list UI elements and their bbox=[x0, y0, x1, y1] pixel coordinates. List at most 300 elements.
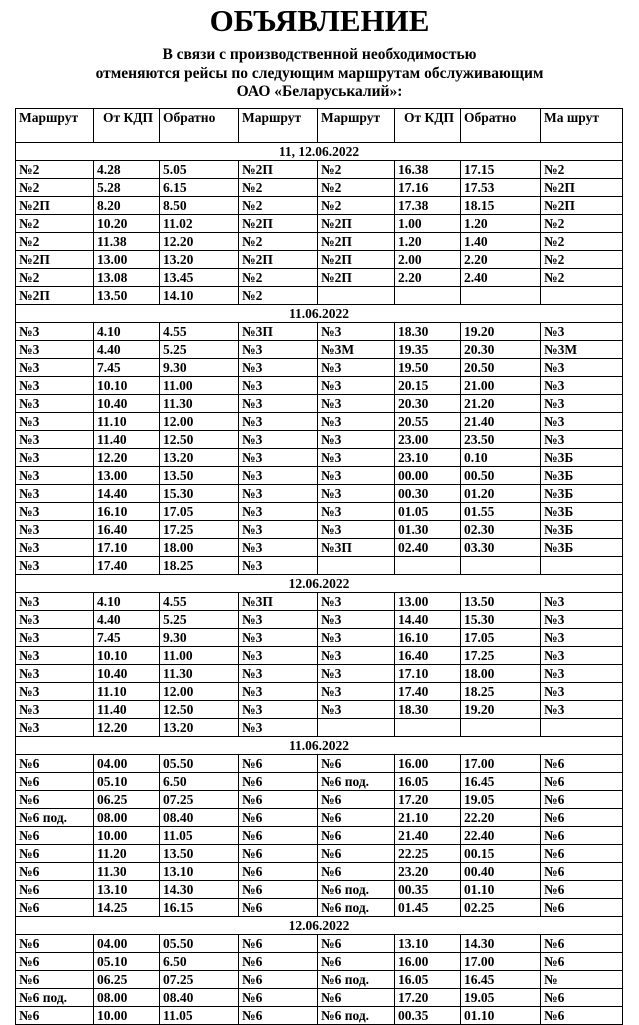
table-cell: №3Б bbox=[541, 503, 623, 521]
date-row bbox=[16, 143, 623, 161]
table-cell: 21.40 bbox=[395, 827, 461, 845]
table-cell: 01.10 bbox=[461, 881, 541, 899]
table-cell: 1.00 bbox=[395, 215, 461, 233]
table-cell: №6 bbox=[541, 881, 623, 899]
table-row bbox=[16, 593, 623, 611]
table-cell: №2П bbox=[318, 251, 395, 269]
table-cell: №3 bbox=[318, 323, 395, 341]
table-cell: №3 bbox=[239, 665, 318, 683]
table-cell: №2 bbox=[16, 233, 94, 251]
table-cell: 12.00 bbox=[160, 683, 239, 701]
table-cell: 20.30 bbox=[461, 341, 541, 359]
table-row bbox=[16, 953, 623, 971]
table-cell: 17.53 bbox=[461, 179, 541, 197]
table-cell: 12.20 bbox=[94, 449, 160, 467]
table-cell: №3 bbox=[541, 359, 623, 377]
table-cell: 4.55 bbox=[160, 593, 239, 611]
schedule-table bbox=[15, 108, 623, 1025]
table-cell: 4.10 bbox=[94, 593, 160, 611]
table-cell: 11.30 bbox=[160, 395, 239, 413]
table-cell: №2 bbox=[541, 251, 623, 269]
table-cell: №2 bbox=[16, 179, 94, 197]
table-cell: №3 bbox=[16, 413, 94, 431]
table-cell: 8.20 bbox=[94, 197, 160, 215]
table-cell: №3 bbox=[239, 683, 318, 701]
table-row bbox=[16, 287, 623, 305]
table-cell: №6 bbox=[16, 791, 94, 809]
table-cell: №3 bbox=[318, 467, 395, 485]
table-cell: №6 под. bbox=[318, 881, 395, 899]
table-cell: 6.50 bbox=[160, 953, 239, 971]
column-header: Маршрут bbox=[16, 109, 94, 143]
table-cell: 11.30 bbox=[94, 863, 160, 881]
table-row bbox=[16, 935, 623, 953]
table-cell: №6 bbox=[541, 899, 623, 917]
table-cell: 10.00 bbox=[94, 827, 160, 845]
table-cell: 16.05 bbox=[395, 773, 461, 791]
table-cell bbox=[461, 287, 541, 305]
intro-line: отменяются рейсы по следующим маршрутам обслуживающим bbox=[95, 64, 544, 82]
table-cell: №6 под. bbox=[318, 1007, 395, 1025]
section-date: 12.06.2022 bbox=[16, 575, 623, 593]
table-cell: №2 bbox=[16, 269, 94, 287]
table-cell: №6 bbox=[239, 1007, 318, 1025]
table-cell: №3 bbox=[16, 359, 94, 377]
table-cell: 05.50 bbox=[160, 755, 239, 773]
table-cell bbox=[461, 557, 541, 575]
table-row bbox=[16, 161, 623, 179]
table-row bbox=[16, 179, 623, 197]
table-cell: 0.10 bbox=[461, 449, 541, 467]
table-row bbox=[16, 467, 623, 485]
table-cell bbox=[318, 287, 395, 305]
table-row bbox=[16, 629, 623, 647]
table-cell: №2П bbox=[16, 197, 94, 215]
table-cell bbox=[318, 557, 395, 575]
table-cell: 8.50 bbox=[160, 197, 239, 215]
table-cell: 18.30 bbox=[395, 323, 461, 341]
table-cell: 4.28 bbox=[94, 161, 160, 179]
table-cell: 11.40 bbox=[94, 431, 160, 449]
table-cell: №6 bbox=[16, 755, 94, 773]
table-cell: №6 bbox=[16, 863, 94, 881]
table-cell bbox=[461, 719, 541, 737]
table-cell: №3 bbox=[16, 395, 94, 413]
table-cell: 1.40 bbox=[461, 233, 541, 251]
table-cell: №2П bbox=[16, 287, 94, 305]
table-cell: №3 bbox=[16, 539, 94, 557]
table-cell: №6 bbox=[541, 863, 623, 881]
table-cell: 01.45 bbox=[395, 899, 461, 917]
table-cell: №6 bbox=[318, 935, 395, 953]
table-cell: №6 bbox=[541, 1007, 623, 1025]
table-cell: 18.25 bbox=[160, 557, 239, 575]
table-cell: №3 bbox=[16, 377, 94, 395]
table-cell: 01.55 bbox=[461, 503, 541, 521]
table-cell: №2 bbox=[239, 287, 318, 305]
table-cell: 03.30 bbox=[461, 539, 541, 557]
table-cell: №3 bbox=[239, 341, 318, 359]
table-cell: №3Б bbox=[541, 467, 623, 485]
table-row bbox=[16, 1007, 623, 1025]
table-cell: 22.20 bbox=[461, 809, 541, 827]
table-cell: 17.40 bbox=[395, 683, 461, 701]
table-cell: №3 bbox=[239, 413, 318, 431]
table-cell: 17.10 bbox=[94, 539, 160, 557]
table-cell: №6 bbox=[318, 809, 395, 827]
table-cell: 08.00 bbox=[94, 809, 160, 827]
table-cell: №3 bbox=[16, 521, 94, 539]
column-header: Обратно bbox=[160, 109, 239, 143]
table-cell: 14.30 bbox=[461, 935, 541, 953]
table-cell: №3 bbox=[318, 701, 395, 719]
table-cell: №3 bbox=[318, 431, 395, 449]
table-row bbox=[16, 503, 623, 521]
table-cell: 6.50 bbox=[160, 773, 239, 791]
table-cell: 21.40 bbox=[461, 413, 541, 431]
table-cell bbox=[395, 287, 461, 305]
table-cell: №3 bbox=[541, 647, 623, 665]
table-cell: №3 bbox=[16, 665, 94, 683]
table-cell: 16.45 bbox=[461, 971, 541, 989]
table-row bbox=[16, 251, 623, 269]
table-cell: №3 bbox=[541, 431, 623, 449]
table-cell: №6 bbox=[541, 773, 623, 791]
table-cell: 13.00 bbox=[94, 251, 160, 269]
table-cell: 23.20 bbox=[395, 863, 461, 881]
table-cell: 7.45 bbox=[94, 629, 160, 647]
table-cell: 10.00 bbox=[94, 1007, 160, 1025]
table-cell: 12.20 bbox=[94, 719, 160, 737]
table-cell: №6 под. bbox=[318, 971, 395, 989]
table-cell: 00.15 bbox=[461, 845, 541, 863]
table-cell: 11.00 bbox=[160, 647, 239, 665]
section-date: 11.06.2022 bbox=[16, 737, 623, 755]
table-cell: №6 bbox=[318, 791, 395, 809]
table-cell: 02.40 bbox=[395, 539, 461, 557]
table-row bbox=[16, 701, 623, 719]
table-row bbox=[16, 989, 623, 1007]
table-row bbox=[16, 485, 623, 503]
table-cell: 5.25 bbox=[160, 341, 239, 359]
table-cell: 9.30 bbox=[160, 629, 239, 647]
table-cell: 22.40 bbox=[461, 827, 541, 845]
table-row bbox=[16, 791, 623, 809]
table-row bbox=[16, 323, 623, 341]
table-cell: 23.00 bbox=[395, 431, 461, 449]
table-cell: №3 bbox=[16, 629, 94, 647]
table-cell: №3Б bbox=[541, 485, 623, 503]
column-header: Обратно bbox=[461, 109, 541, 143]
table-cell: 07.25 bbox=[160, 971, 239, 989]
table-cell: 13.50 bbox=[160, 845, 239, 863]
table-cell: №6 bbox=[239, 899, 318, 917]
table-cell: №3 bbox=[16, 647, 94, 665]
table-row bbox=[16, 449, 623, 467]
table-cell: №3 bbox=[239, 629, 318, 647]
table-cell: №2П bbox=[318, 269, 395, 287]
table-cell: №3 bbox=[16, 683, 94, 701]
table-cell: №3 bbox=[239, 521, 318, 539]
table-cell: 11.05 bbox=[160, 827, 239, 845]
date-row bbox=[16, 737, 623, 755]
table-cell: 4.55 bbox=[160, 323, 239, 341]
table-cell: 21.20 bbox=[461, 395, 541, 413]
table-cell: №3 bbox=[16, 323, 94, 341]
table-cell: 16.40 bbox=[94, 521, 160, 539]
table-cell: №3 bbox=[318, 665, 395, 683]
table-cell: 18.00 bbox=[461, 665, 541, 683]
intro-line: В связи с производственной необходимостью bbox=[162, 46, 477, 63]
table-cell: 11.05 bbox=[160, 1007, 239, 1025]
table-row bbox=[16, 971, 623, 989]
table-row bbox=[16, 647, 623, 665]
table-cell: 16.00 bbox=[395, 755, 461, 773]
table-cell: 01.10 bbox=[461, 1007, 541, 1025]
table-cell: 13.50 bbox=[160, 467, 239, 485]
table-cell bbox=[395, 719, 461, 737]
date-row bbox=[16, 575, 623, 593]
table-cell: 2.40 bbox=[461, 269, 541, 287]
table-cell: №3 bbox=[16, 593, 94, 611]
page-title: ОБЪЯВЛЕНИЕ bbox=[209, 3, 430, 38]
column-header: Маршрут bbox=[318, 109, 395, 143]
table-cell: №2П bbox=[16, 251, 94, 269]
table-cell: 1.20 bbox=[395, 233, 461, 251]
table-cell: №6 bbox=[239, 881, 318, 899]
table-cell: 05.50 bbox=[160, 935, 239, 953]
table-cell: 15.30 bbox=[461, 611, 541, 629]
table-cell: №6 bbox=[239, 863, 318, 881]
table-cell: №3 bbox=[16, 449, 94, 467]
table-cell: 23.50 bbox=[461, 431, 541, 449]
table-cell: №6 bbox=[16, 899, 94, 917]
column-header: От КДП bbox=[94, 109, 160, 143]
table-cell: 00.50 bbox=[461, 467, 541, 485]
table-cell: №3 bbox=[541, 323, 623, 341]
table-cell: 01.05 bbox=[395, 503, 461, 521]
table-cell: №2 bbox=[16, 215, 94, 233]
table-cell: №3 bbox=[318, 683, 395, 701]
table-row bbox=[16, 197, 623, 215]
table-cell: 1.20 bbox=[461, 215, 541, 233]
table-cell: 11.10 bbox=[94, 413, 160, 431]
table-row bbox=[16, 431, 623, 449]
table-cell: №3П bbox=[239, 323, 318, 341]
table-cell: 5.25 bbox=[160, 611, 239, 629]
table-cell: 13.10 bbox=[395, 935, 461, 953]
table-cell: 00.35 bbox=[395, 1007, 461, 1025]
table-cell: №3 bbox=[239, 431, 318, 449]
table-cell: №2 bbox=[541, 269, 623, 287]
table-cell: 11.02 bbox=[160, 215, 239, 233]
table-cell: 17.05 bbox=[461, 629, 541, 647]
table-cell: №6 bbox=[541, 953, 623, 971]
table-cell: №2 bbox=[541, 215, 623, 233]
table-cell: 08.40 bbox=[160, 809, 239, 827]
table-cell: 17.10 bbox=[395, 665, 461, 683]
table-cell: №6 bbox=[541, 989, 623, 1007]
table-cell: 11.40 bbox=[94, 701, 160, 719]
table-cell: 17.38 bbox=[395, 197, 461, 215]
table-cell: №3 bbox=[16, 701, 94, 719]
table-cell: 02.25 bbox=[461, 899, 541, 917]
table-row bbox=[16, 269, 623, 287]
table-cell: №6 bbox=[318, 989, 395, 1007]
table-row bbox=[16, 881, 623, 899]
table-cell bbox=[541, 719, 623, 737]
table-cell: №3Б bbox=[541, 449, 623, 467]
table-cell: №3 bbox=[541, 701, 623, 719]
table-row bbox=[16, 863, 623, 881]
table-cell: 15.30 bbox=[160, 485, 239, 503]
table-cell: 05.10 bbox=[94, 953, 160, 971]
table-cell: №6 bbox=[541, 755, 623, 773]
table-cell: 02.30 bbox=[461, 521, 541, 539]
table-cell bbox=[541, 557, 623, 575]
table-cell: 08.40 bbox=[160, 989, 239, 1007]
table-cell: №6 под. bbox=[16, 989, 94, 1007]
table-cell: 06.25 bbox=[94, 791, 160, 809]
table-cell: 20.15 bbox=[395, 377, 461, 395]
table-cell: 16.10 bbox=[94, 503, 160, 521]
table-row bbox=[16, 377, 623, 395]
table-cell: №2 bbox=[239, 269, 318, 287]
table-cell: №3 bbox=[239, 485, 318, 503]
table-cell: 10.40 bbox=[94, 665, 160, 683]
table-cell: 18.15 bbox=[461, 197, 541, 215]
table-cell: 17.40 bbox=[94, 557, 160, 575]
table-cell: №3 bbox=[239, 377, 318, 395]
table-cell: 17.15 bbox=[461, 161, 541, 179]
table-cell: 13.00 bbox=[395, 593, 461, 611]
table-cell: 18.00 bbox=[160, 539, 239, 557]
table-cell: 13.10 bbox=[160, 863, 239, 881]
table-cell: 11.00 bbox=[160, 377, 239, 395]
table-row bbox=[16, 827, 623, 845]
table-cell: 16.10 bbox=[395, 629, 461, 647]
table-cell: 5.28 bbox=[94, 179, 160, 197]
table-row bbox=[16, 665, 623, 683]
table-cell: №3 bbox=[318, 647, 395, 665]
table-cell: №3 bbox=[239, 359, 318, 377]
table-cell: 19.50 bbox=[395, 359, 461, 377]
table-cell: 11.38 bbox=[94, 233, 160, 251]
table-cell: 16.00 bbox=[395, 953, 461, 971]
table-cell: №3 bbox=[239, 647, 318, 665]
table-cell: №3 bbox=[318, 629, 395, 647]
table-header-row bbox=[16, 109, 623, 143]
table-cell: №6 bbox=[318, 863, 395, 881]
table-cell: №2П bbox=[318, 233, 395, 251]
table-cell: 04.00 bbox=[94, 935, 160, 953]
table-cell: 18.25 bbox=[461, 683, 541, 701]
table-cell: 14.40 bbox=[94, 485, 160, 503]
announcement-intro bbox=[0, 46, 639, 102]
table-row bbox=[16, 359, 623, 377]
table-cell: 16.05 bbox=[395, 971, 461, 989]
table-cell: 16.38 bbox=[395, 161, 461, 179]
table-cell: 19.35 bbox=[395, 341, 461, 359]
table-cell: №3М bbox=[541, 341, 623, 359]
table-cell bbox=[395, 557, 461, 575]
table-cell: 13.45 bbox=[160, 269, 239, 287]
table-cell: №6 bbox=[239, 935, 318, 953]
table-cell: 06.25 bbox=[94, 971, 160, 989]
table-cell: 23.10 bbox=[395, 449, 461, 467]
table-row bbox=[16, 755, 623, 773]
table-row bbox=[16, 719, 623, 737]
table-cell: 14.30 bbox=[160, 881, 239, 899]
table-cell: 18.30 bbox=[395, 701, 461, 719]
table-cell: 17.16 bbox=[395, 179, 461, 197]
table-cell: 16.15 bbox=[160, 899, 239, 917]
date-row bbox=[16, 305, 623, 323]
table-cell: №3 bbox=[16, 557, 94, 575]
table-cell: №6 bbox=[541, 935, 623, 953]
table-cell: 16.45 bbox=[461, 773, 541, 791]
intro-line: ОАО «Беларуськалий»: bbox=[236, 83, 403, 100]
table-row bbox=[16, 683, 623, 701]
table-cell: №3 bbox=[239, 701, 318, 719]
table-cell: №2П bbox=[541, 179, 623, 197]
table-cell bbox=[318, 719, 395, 737]
table-cell: №3 bbox=[318, 593, 395, 611]
table-cell: №2 bbox=[318, 197, 395, 215]
table-row bbox=[16, 413, 623, 431]
table-cell: №3 bbox=[239, 557, 318, 575]
table-cell: 12.00 bbox=[160, 413, 239, 431]
table-cell: №6 bbox=[16, 881, 94, 899]
table-cell: №2 bbox=[541, 161, 623, 179]
table-row bbox=[16, 773, 623, 791]
table-cell: 14.10 bbox=[160, 287, 239, 305]
column-header: От КДП bbox=[395, 109, 461, 143]
table-cell: №3 bbox=[16, 467, 94, 485]
table-cell: 19.20 bbox=[461, 323, 541, 341]
table-cell: №6 bbox=[318, 953, 395, 971]
table-cell: №6 bbox=[318, 845, 395, 863]
table-cell: 12.50 bbox=[160, 431, 239, 449]
table-cell: 13.00 bbox=[94, 467, 160, 485]
section-date: 11, 12.06.2022 bbox=[16, 143, 623, 161]
table-cell: №3 bbox=[16, 611, 94, 629]
table-cell: №3 bbox=[541, 413, 623, 431]
table-cell: 05.10 bbox=[94, 773, 160, 791]
table-cell: 2.00 bbox=[395, 251, 461, 269]
table-cell: №6 под. bbox=[318, 773, 395, 791]
table-cell: №3Б bbox=[541, 539, 623, 557]
table-cell: 16.40 bbox=[395, 647, 461, 665]
table-cell: 17.20 bbox=[395, 989, 461, 1007]
table-cell: №6 bbox=[239, 809, 318, 827]
table-row bbox=[16, 233, 623, 251]
table-row bbox=[16, 899, 623, 917]
table-cell: 21.00 bbox=[461, 377, 541, 395]
table-cell: №3 bbox=[318, 485, 395, 503]
table-cell: №6 bbox=[16, 773, 94, 791]
table-cell: 13.20 bbox=[160, 251, 239, 269]
table-cell: 17.25 bbox=[461, 647, 541, 665]
table-cell: 11.20 bbox=[94, 845, 160, 863]
table-cell: 20.30 bbox=[395, 395, 461, 413]
table-cell: 13.50 bbox=[461, 593, 541, 611]
table-cell: №6 bbox=[541, 791, 623, 809]
table-row bbox=[16, 341, 623, 359]
table-row bbox=[16, 809, 623, 827]
table-cell: №6 bbox=[239, 755, 318, 773]
table-cell: 08.00 bbox=[94, 989, 160, 1007]
